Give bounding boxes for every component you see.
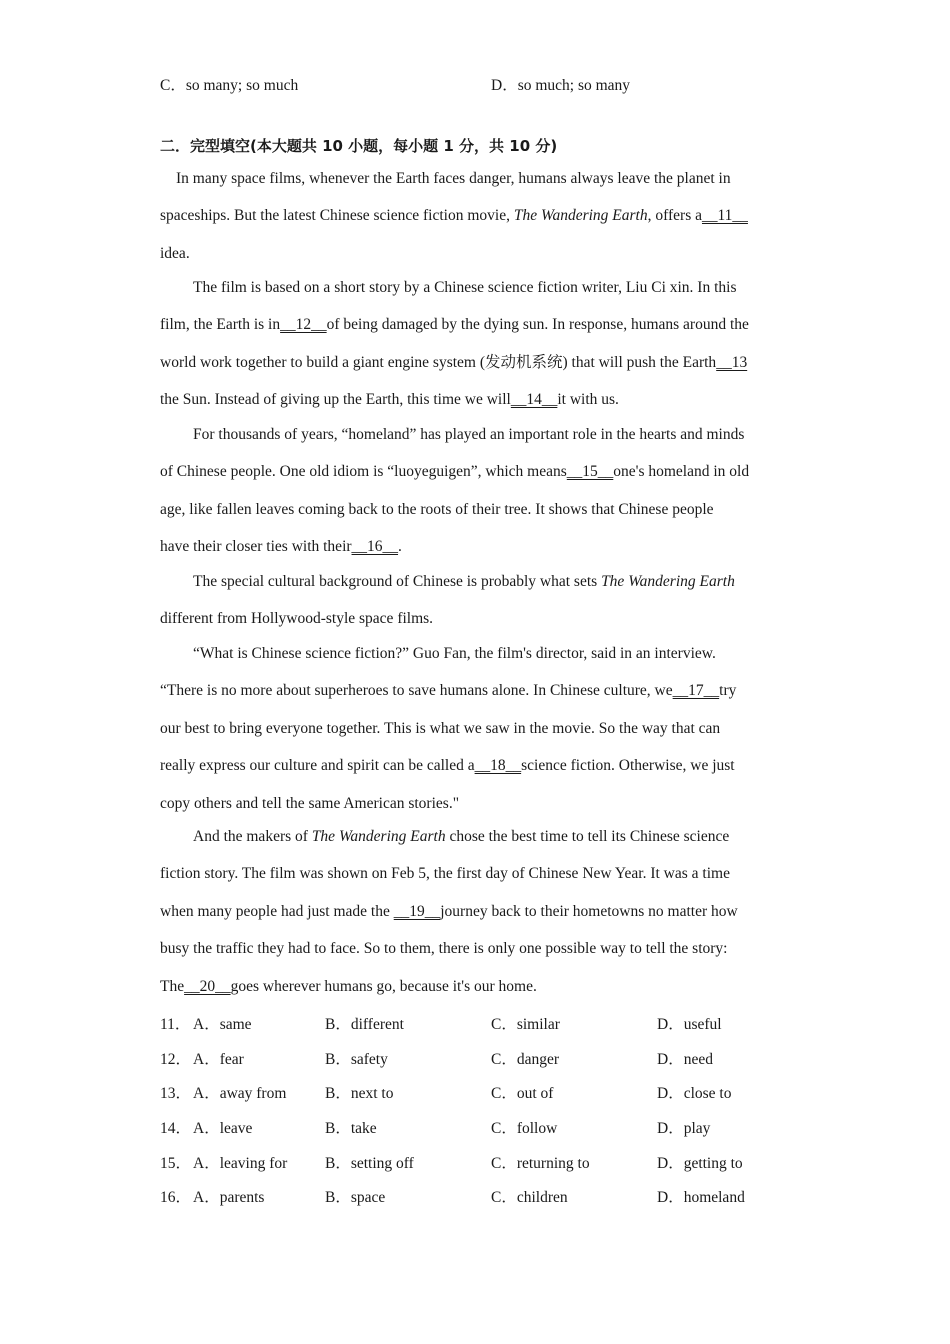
option-a: A．same (193, 1016, 252, 1033)
passage-line: really express our culture and spirit can be called a__18__science fiction. Otherwise, we just (160, 757, 735, 775)
passage-line: The special cultural background of Chinese is probably what sets The Wandering Earth (193, 573, 735, 590)
option-d: D．useful (657, 1016, 722, 1033)
passage-line: world work together to build a giant engine system (发动机系统) that will push the Earth__13 (160, 353, 748, 371)
passage-line: different from Hollywood-style space films. (160, 610, 434, 628)
passage-p2 (160, 269, 800, 419)
option-d: D．play (657, 1120, 711, 1137)
passage-line: And the makers of The Wandering Earth chose the best time to tell its Chinese science (193, 828, 730, 845)
passage-p3 (160, 416, 800, 566)
blank-11: __11__ (701, 207, 748, 225)
passage-p5 (160, 635, 800, 822)
option-a: A．parents (193, 1189, 265, 1206)
option-c: C．out of (491, 1085, 554, 1102)
option-b: B．setting off (325, 1155, 414, 1172)
passage-line: “There is no more about superheroes to save humans alone. In Chinese culture, we__17__try (160, 682, 737, 700)
question-number: 12． (160, 1051, 192, 1068)
passage-line: idea. (160, 244, 190, 262)
blank-13: __13 (716, 353, 748, 371)
question-row-13 (160, 1081, 800, 1101)
passage-line: film, the Earth is in__12__of being damaged by the dying sun. In response, humans around the (160, 316, 749, 334)
blank-18: __18__ (474, 757, 522, 775)
option-b: B．safety (325, 1051, 388, 1068)
film-title: The Wandering Earth (311, 828, 446, 845)
section-heading: 二．完型填空(本大题共 10 小题，每小题 1 分，共 10 分) (160, 137, 558, 155)
passage-line: For thousands of years, “homeland” has played an important role in the hearts and minds (193, 426, 745, 443)
option-c: C．children (491, 1189, 568, 1206)
option-b: B．space (325, 1189, 386, 1206)
passage-line: of Chinese people. One old idiom is “luoyeguigen”, which means__15__one's homeland in old (160, 463, 750, 481)
passage-line: The film is based on a short story by a Chinese science fiction writer, Liu Ci xin. In this (193, 279, 737, 296)
passage-p6 (160, 818, 800, 1005)
option-d: D．homeland (657, 1189, 745, 1206)
question-row-16 (160, 1185, 800, 1205)
passage-line: “What is Chinese science fiction?” Guo Fan, the film's director, said in an interview. (193, 645, 716, 662)
option-c: C．returning to (491, 1155, 590, 1172)
film-title: The Wandering Earth (601, 573, 735, 590)
passage-line: spaceships. But the latest Chinese science fiction movie, The Wandering Earth, offers a__11__ (160, 207, 748, 225)
passage-line: The__20__goes wherever humans go, because it's our home. (160, 977, 537, 995)
question-number: 11． (160, 1016, 191, 1033)
option-d: D．getting to (657, 1155, 743, 1172)
passage-p4 (160, 563, 800, 638)
question-number: 16． (160, 1189, 192, 1206)
option-b: B．next to (325, 1085, 394, 1102)
option-a: A．leave (193, 1120, 253, 1137)
passage-line: our best to bring everyone together. This is what we saw in the movie. So the way that can (160, 719, 721, 737)
option-d: D．close to (657, 1085, 732, 1102)
passage-line: age, like fallen leaves coming back to the roots of their tree. It shows that Chinese people (160, 500, 714, 518)
passage-line: copy others and tell the same American stories." (160, 794, 460, 812)
prev-option-c: C．so many; so much (160, 77, 299, 94)
question-number: 15． (160, 1155, 192, 1172)
blank-16: __16__ (351, 538, 399, 556)
blank-20: __20__ (184, 977, 231, 995)
option-a: A．away from (193, 1085, 287, 1102)
passage-line: have their closer ties with their__16__. (160, 538, 402, 556)
option-a: A．leaving for (193, 1155, 288, 1172)
question-number: 14． (160, 1120, 192, 1137)
passage-line: the Sun. Instead of giving up the Earth, this time we will__14__it with us. (160, 391, 619, 409)
option-b: B．take (325, 1120, 377, 1137)
option-d: D．need (657, 1051, 713, 1068)
film-title: The Wandering Earth (513, 207, 648, 225)
passage (160, 160, 800, 272)
passage-line: busy the traffic they had to face. So to them, there is only one possible way to tell the story: (160, 940, 728, 958)
question-row-14 (160, 1116, 800, 1136)
question-row-11 (160, 1012, 800, 1032)
option-c: C．similar (491, 1016, 560, 1033)
option-a: A．fear (193, 1051, 244, 1068)
passage-line: fiction story. The film was shown on Feb 5, the first day of Chinese New Year. It was a time (160, 865, 730, 883)
prev-option-d: D．so much; so many (491, 77, 631, 94)
question-row-15 (160, 1151, 800, 1171)
option-c: C．danger (491, 1051, 560, 1068)
passage-line: when many people had just made the __19__journey back to their hometowns no matter how (160, 902, 738, 920)
blank-17: __17__ (672, 682, 720, 700)
option-b: B．different (325, 1016, 404, 1033)
blank-19: __19__ (393, 902, 441, 920)
question-number: 13． (160, 1085, 192, 1102)
option-c: C．follow (491, 1120, 558, 1137)
question-row-12 (160, 1047, 800, 1067)
blank-15: __15__ (566, 463, 614, 481)
blank-14: __14__ (510, 391, 558, 409)
blank-12: __12__ (280, 316, 327, 334)
passage-line: In many space films, whenever the Earth faces danger, humans always leave the planet in (176, 170, 731, 187)
